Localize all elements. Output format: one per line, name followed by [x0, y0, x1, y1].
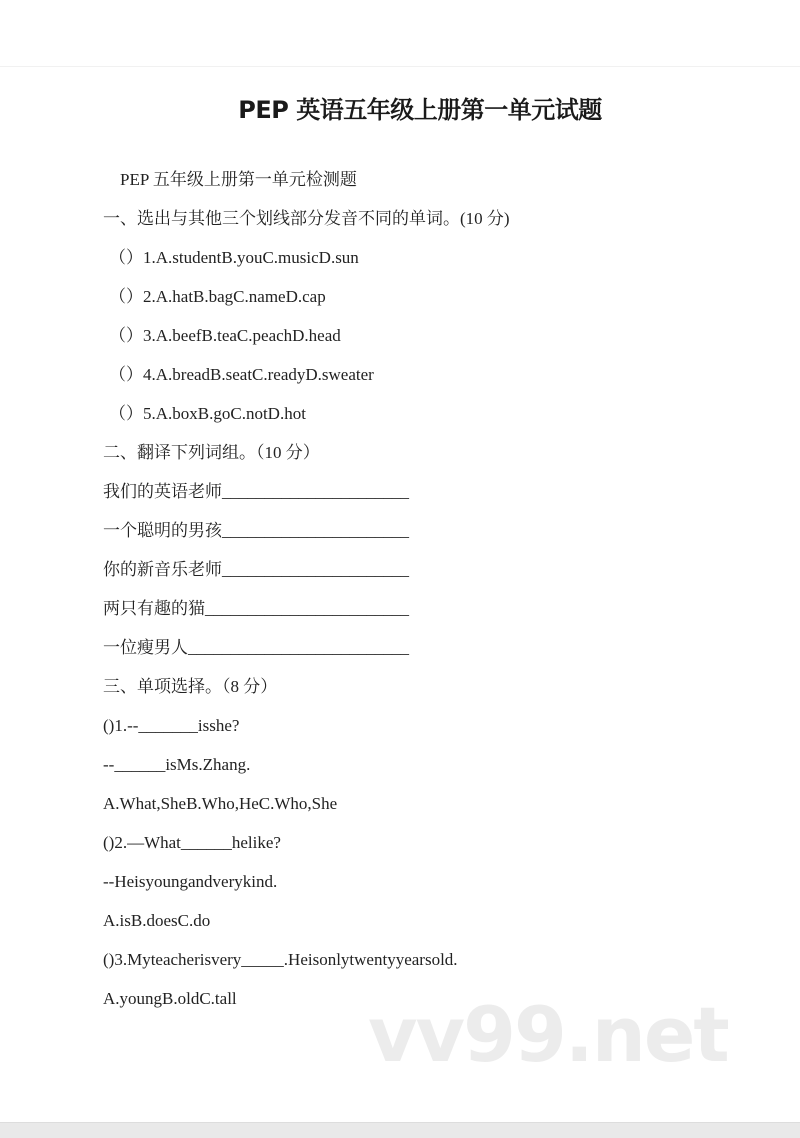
translation-item: 两只有趣的猫________________________ — [103, 599, 409, 618]
choice-line: ()2.—What______helike? — [103, 833, 281, 852]
translation-item: 一位瘦男人__________________________ — [103, 638, 409, 657]
section1-heading: 一、选出与其他三个划线部分发音不同的单词。(10 分) — [103, 209, 510, 228]
question-item: （）2.A.hatB.bagC.nameD.cap — [109, 287, 326, 306]
translation-item: 一个聪明的男孩______________________ — [103, 521, 409, 540]
section2-heading: 二、翻译下列词组。（10 分） — [103, 443, 320, 462]
question-item: （）1.A.studentB.youC.musicD.sun — [109, 248, 359, 267]
translation-item: 你的新音乐老师______________________ — [103, 560, 409, 579]
choice-line: --Heisyoungandverykind. — [103, 872, 278, 891]
choice-line: A.youngB.oldC.tall — [103, 989, 237, 1008]
top-bar — [0, 0, 800, 67]
question-item: （）4.A.breadB.seatC.readyD.sweater — [109, 365, 374, 384]
section3-heading: 三、单项选择。（8 分） — [103, 677, 278, 696]
page-title: PEP 英语五年级上册第一单元试题 — [238, 96, 602, 124]
choice-line: ()1.--_______isshe? — [103, 716, 240, 735]
document-body — [103, 160, 763, 1018]
question-item: （）3.A.beefB.teaC.peachD.head — [109, 326, 341, 345]
choice-line: A.isB.doesC.do — [103, 911, 211, 930]
translation-item: 我们的英语老师______________________ — [103, 482, 409, 501]
watermark: vv99.net — [368, 990, 728, 1079]
choice-line: ()3.Myteacherisvery_____.Heisonlytwentyyearsold. — [103, 950, 458, 969]
bottom-bar — [0, 1122, 800, 1138]
question-item: （）5.A.boxB.goC.notD.hot — [109, 404, 306, 423]
subtitle: PEP 五年级上册第一单元检测题 — [120, 170, 357, 189]
choice-line: A.What,SheB.Who,HeC.Who,She — [103, 794, 338, 813]
choice-line: --______isMs.Zhang. — [103, 755, 251, 774]
